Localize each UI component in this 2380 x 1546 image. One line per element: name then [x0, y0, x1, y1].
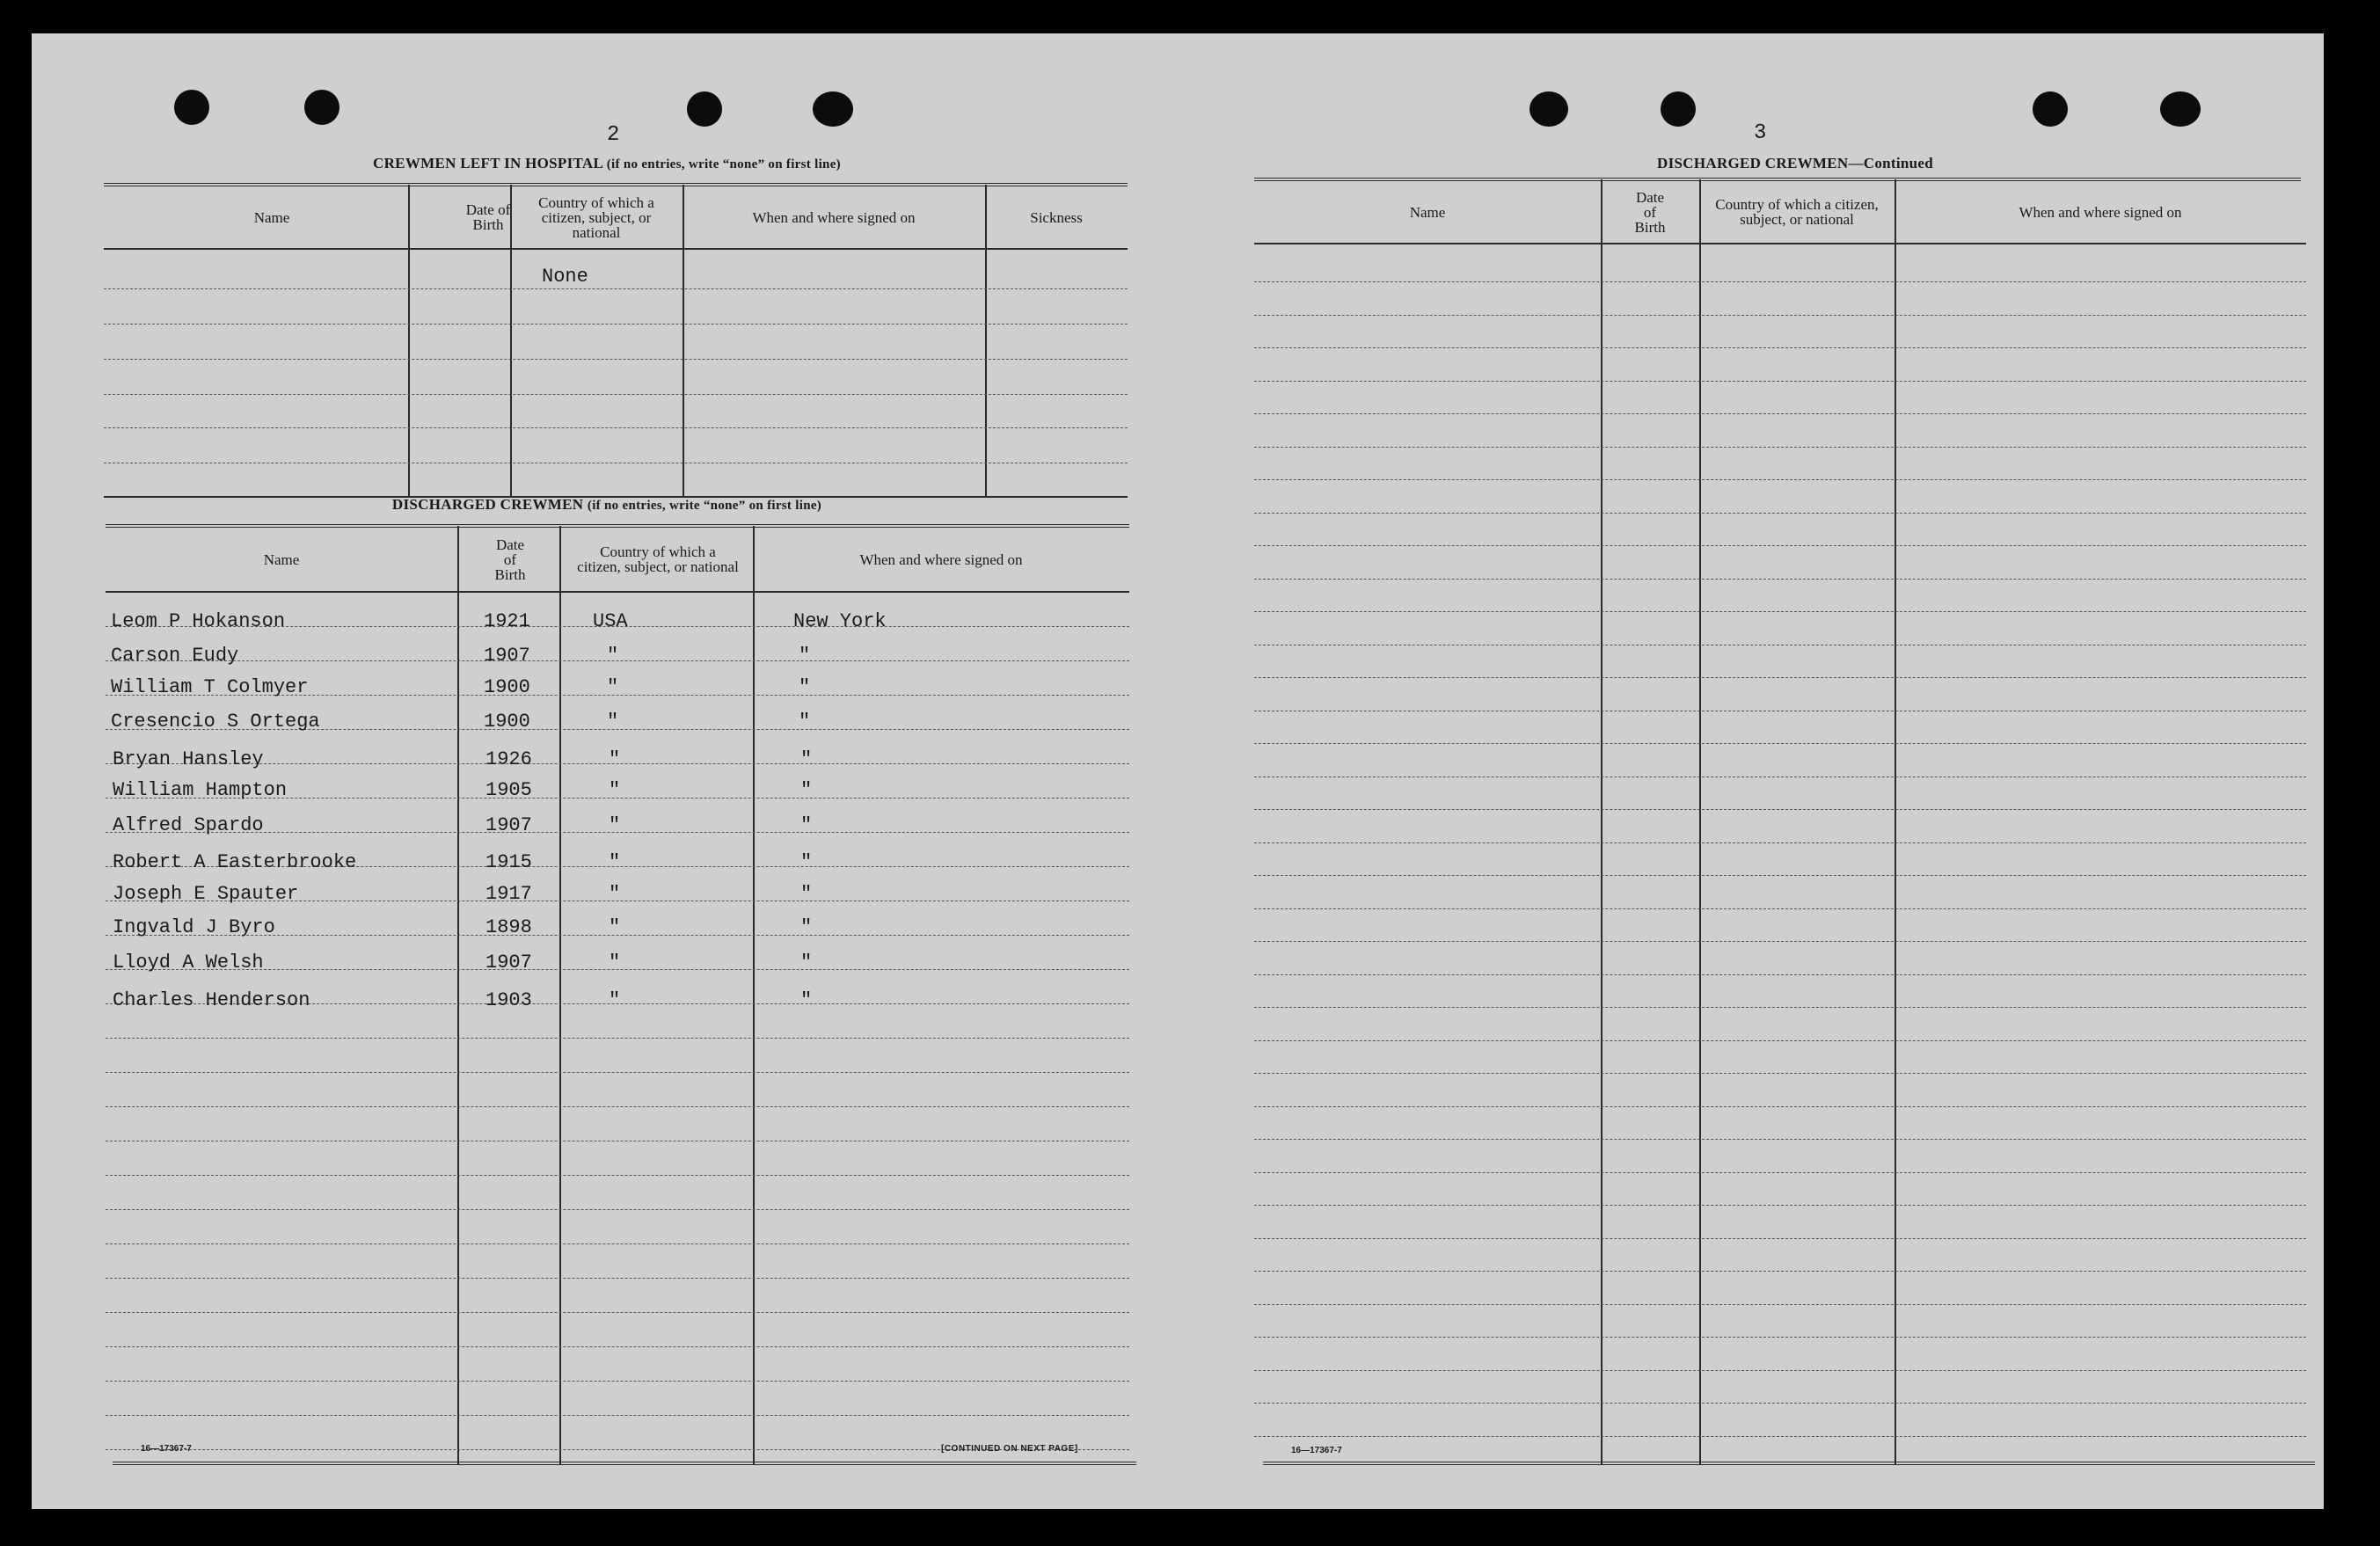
crew-name: Bryan Hansley	[113, 748, 264, 770]
crew-dob: 1907	[485, 814, 532, 836]
crew-name: Alfred Spardo	[113, 814, 264, 836]
hospital-col-name: Name	[253, 208, 290, 226]
crew-signed-on: "	[800, 916, 813, 938]
discharged-col-dob: Date of Birth	[494, 536, 526, 583]
manifest-sheet	[32, 33, 2324, 1509]
discharged-col-signed: When and where signed on	[859, 551, 1023, 568]
punch-hole-icon	[1529, 91, 1568, 127]
crew-name: Lloyd A Welsh	[113, 952, 264, 974]
crew-dob: 1926	[485, 748, 532, 770]
crew-name: William T Colmyer	[111, 676, 309, 698]
crew-dob: 1903	[485, 989, 532, 1011]
crew-name: Leom P Hokanson	[111, 610, 286, 632]
discharged-col-name: Name	[263, 551, 300, 568]
crew-name: Ingvald J Byro	[113, 916, 275, 938]
punch-hole-icon	[2160, 91, 2201, 127]
hospital-first-entry: None	[542, 266, 588, 288]
hospital-col-country: Country of which a citizen, subject, or national	[538, 193, 654, 241]
crew-name: Joseph E Spauter	[113, 883, 299, 905]
crew-country: "	[609, 952, 621, 974]
punch-hole-icon	[813, 91, 853, 127]
crew-signed-on: "	[799, 711, 811, 733]
crew-name: Charles Henderson	[113, 989, 310, 1011]
crew-dob: 1921	[484, 610, 530, 632]
crew-name: Robert A Easterbrooke	[113, 851, 357, 873]
crew-country: "	[609, 883, 621, 905]
hospital-col-dob: Date of Birth	[465, 201, 511, 233]
crew-country: "	[609, 916, 621, 938]
crew-signed-on: "	[799, 645, 811, 667]
crew-country: "	[609, 779, 621, 801]
hospital-col-signed: When and where signed on	[752, 208, 916, 226]
right-form-code: 16—17367-7	[1291, 1446, 1342, 1455]
punch-hole-icon	[1661, 91, 1696, 127]
crew-country: "	[609, 814, 621, 836]
crew-signed-on: "	[800, 952, 813, 974]
right-col-country: Country of which a citizen, subject, or national	[1715, 196, 1879, 228]
left-form-code: 16—17367-7	[141, 1444, 192, 1454]
crew-signed-on: "	[800, 748, 813, 770]
crew-country: "	[609, 748, 621, 770]
crew-name: Cresencio S Ortega	[111, 711, 320, 733]
left-page-number: 2	[607, 123, 620, 147]
discharged-col-country: Country of which a citizen, subject, or national	[577, 543, 739, 575]
crew-dob: 1905	[485, 779, 532, 801]
right-col-dob: Date of Birth	[1634, 188, 1666, 236]
crew-dob: 1900	[484, 711, 530, 733]
crew-dob: 1907	[485, 952, 532, 974]
punch-hole-icon	[687, 91, 722, 127]
crew-country: "	[607, 676, 619, 698]
hospital-col-sickness: Sickness	[1030, 208, 1083, 226]
crew-signed-on: New York	[793, 610, 887, 632]
right-col-signed: When and where signed on	[2019, 203, 2182, 221]
crew-country: "	[607, 645, 619, 667]
crew-signed-on: "	[800, 814, 813, 836]
crew-dob: 1907	[484, 645, 530, 667]
crew-dob: 1898	[485, 916, 532, 938]
punch-hole-icon	[304, 90, 339, 125]
punch-hole-icon	[174, 90, 209, 125]
crew-country: USA	[593, 610, 628, 632]
crew-signed-on: "	[799, 676, 811, 698]
hospital-section-title: CREWMEN LEFT IN HOSPITAL (if no entries, write “none” on first line)	[373, 155, 841, 171]
crew-name: Carson Eudy	[111, 645, 239, 667]
crew-country: "	[609, 989, 621, 1011]
crew-name: William Hampton	[113, 779, 288, 801]
punch-hole-icon	[2033, 91, 2068, 127]
crew-signed-on: "	[800, 851, 813, 873]
right-col-name: Name	[1409, 203, 1446, 221]
right-section-title: DISCHARGED CREWMEN—Continued	[1657, 155, 1933, 171]
discharged-section-title: DISCHARGED CREWMEN (if no entries, write “none” on first line)	[391, 496, 822, 513]
crew-signed-on: "	[800, 989, 813, 1011]
right-page-number: 3	[1754, 121, 1767, 145]
crew-country: "	[607, 711, 619, 733]
crew-country: "	[609, 851, 621, 873]
crew-dob: 1917	[485, 883, 532, 905]
crew-signed-on: "	[800, 883, 813, 905]
continued-note: [CONTINUED ON NEXT PAGE]	[941, 1444, 1078, 1454]
crew-signed-on: "	[800, 779, 813, 801]
crew-dob: 1900	[484, 676, 530, 698]
crew-dob: 1915	[485, 851, 532, 873]
